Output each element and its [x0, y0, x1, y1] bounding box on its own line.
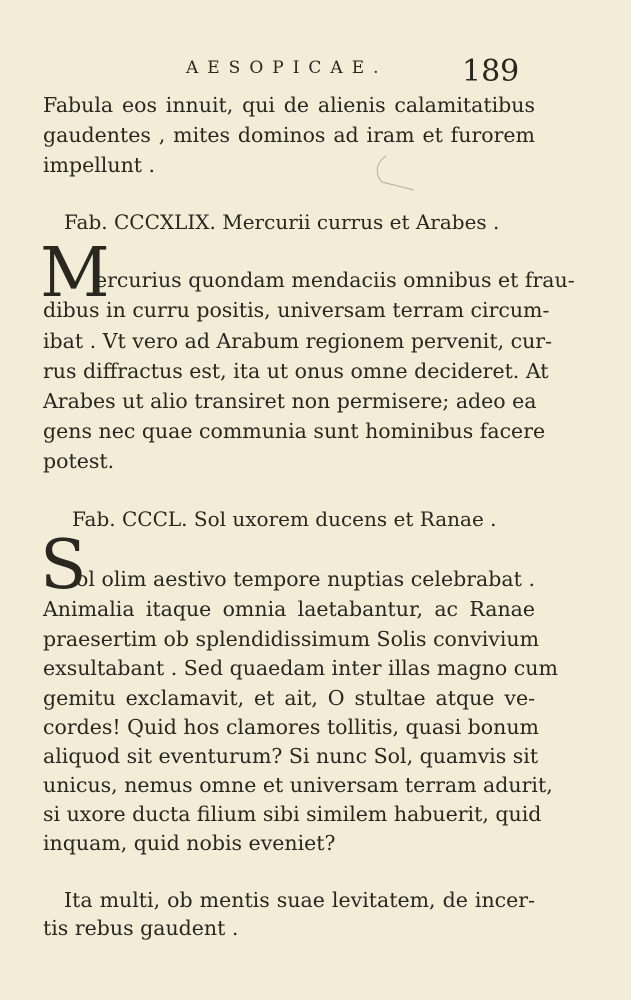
text-line: exsultabant . Sed quaedam inter illas magno cum	[43, 656, 558, 680]
text-line: Fabula eos innuit, qui de alienis calamitatibus	[43, 93, 535, 117]
running-title: AESOPICAE.	[186, 58, 388, 78]
text-line: gaudentes , mites dominos ad iram et furorem	[43, 123, 535, 147]
text-line: potest.	[43, 449, 115, 473]
text-line: gemitu exclamavit, et ait, O stultae atque ve-	[43, 686, 535, 710]
text-line: dibus in curru positis, universam terram circum-	[43, 298, 550, 322]
text-line: aliquod sit eventurum? Si nunc Sol, quamvis sit	[43, 744, 539, 768]
moral-line: Ita multi, ob mentis suae levitatem, de incer-	[64, 888, 535, 912]
ink-mark-decoration	[368, 150, 418, 195]
drop-cap: M	[40, 234, 110, 313]
text-line: ercurius quondam mendaciis omnibus et frau-	[95, 268, 575, 292]
page-number: 189	[462, 54, 520, 89]
text-line: si uxore ducta filium sibi similem habuerit, quid	[43, 802, 542, 826]
text-line: praesertim ob splendidissimum Solis convivium	[43, 627, 540, 651]
text-line: Arabes ut alio transiret non permisere; adeo ea	[43, 389, 537, 413]
text-line: ibat . Vt vero ad Arabum regionem pervenit, cur-	[43, 329, 553, 353]
moral-line: tis rebus gaudent .	[43, 916, 239, 940]
fable-title: Fab. CCCXLIX. Mercurii currus et Arabes .	[64, 210, 500, 234]
drop-cap: S	[40, 526, 87, 605]
text-line: inquam, quid nobis eveniet?	[43, 831, 336, 855]
text-line: cordes! Quid hos clamores tollitis, quasi bonum	[43, 715, 539, 739]
text-line: Animalia itaque omnia laetabantur, ac Ranae	[43, 597, 535, 621]
text-line: unicus, nemus omne et universam terram adurit,	[43, 773, 553, 797]
text-line: ol olim aestivo tempore nuptias celebrabat .	[76, 567, 535, 591]
fable-title: Fab. CCCL. Sol uxorem ducens et Ranae .	[72, 507, 497, 531]
text-line: impellunt .	[43, 153, 156, 177]
text-line: gens nec quae communia sunt hominibus facere	[43, 419, 546, 443]
text-line: rus diffractus est, ita ut onus omne decideret. At	[43, 359, 549, 383]
